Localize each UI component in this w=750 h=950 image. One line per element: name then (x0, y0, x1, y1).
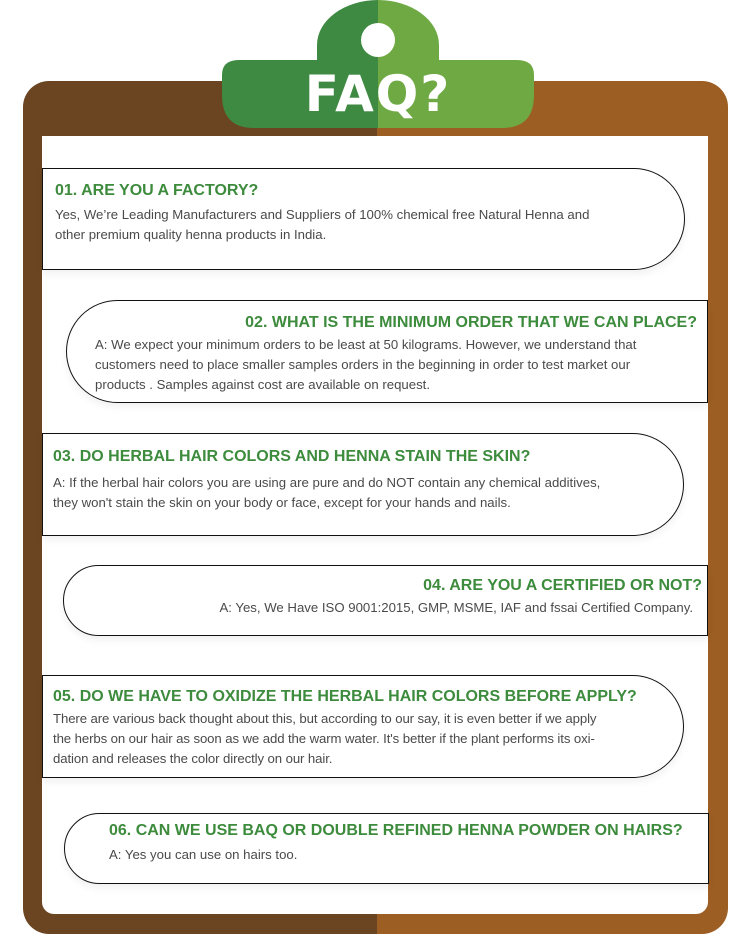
faq-question: 02. WHAT IS THE MINIMUM ORDER THAT WE CAN PLACE? (245, 314, 697, 331)
faq-answer: A: Yes you can use on hairs too. (109, 847, 298, 862)
faq-answer: Yes, We’re Leading Manufacturers and Suppliers of 100% chemical free Natural Henna and other premium quality henna products in India. (55, 207, 590, 242)
faq-answer: A: We expect your minimum orders to be least at 50 kilograms. However, we understand that customers need to place smaller samples orders in the beginning in order to test market our products . Samples against cost are available on request. (95, 337, 637, 392)
faq-question: 03. DO HERBAL HAIR COLORS AND HENNA STAIN THE SKIN? (53, 448, 531, 465)
faq-item-3 (42, 433, 684, 536)
faq-banner (222, 0, 534, 130)
faq-answer: There are various back thought about this, but according to our say, it is even better if we apply the herbs on our hair as soon as we add the warm water. It's better if the plant performs its oxi- dation and releases the color directly on our hair. (53, 711, 597, 766)
faq-question: 05. DO WE HAVE TO OXIDIZE THE HERBAL HAIR COLORS BEFORE APPLY? (53, 688, 637, 705)
faq-question: 01. ARE YOU A FACTORY? (55, 182, 259, 199)
faq-question: 06. CAN WE USE BAQ OR DOUBLE REFINED HENNA POWDER ON HAIRS? (109, 822, 683, 839)
faq-item-4 (63, 565, 708, 636)
faq-item-5 (42, 675, 684, 778)
faq-answer: A: If the herbal hair colors you are using are pure and do NOT contain any chemical additives, they won't stain the skin on your body or face, except for your hands and nails. (53, 475, 601, 510)
faq-answer: A: Yes, We Have ISO 9001:2015, GMP, MSME, IAF and fssai Certified Company. (219, 600, 693, 615)
faq-item-1 (42, 168, 685, 270)
faq-title: FAQ? (304, 65, 452, 123)
faq-question: 04. ARE YOU A CERTIFIED OR NOT? (423, 577, 702, 594)
faq-item-2 (66, 300, 708, 403)
faq-item-6 (64, 813, 709, 884)
